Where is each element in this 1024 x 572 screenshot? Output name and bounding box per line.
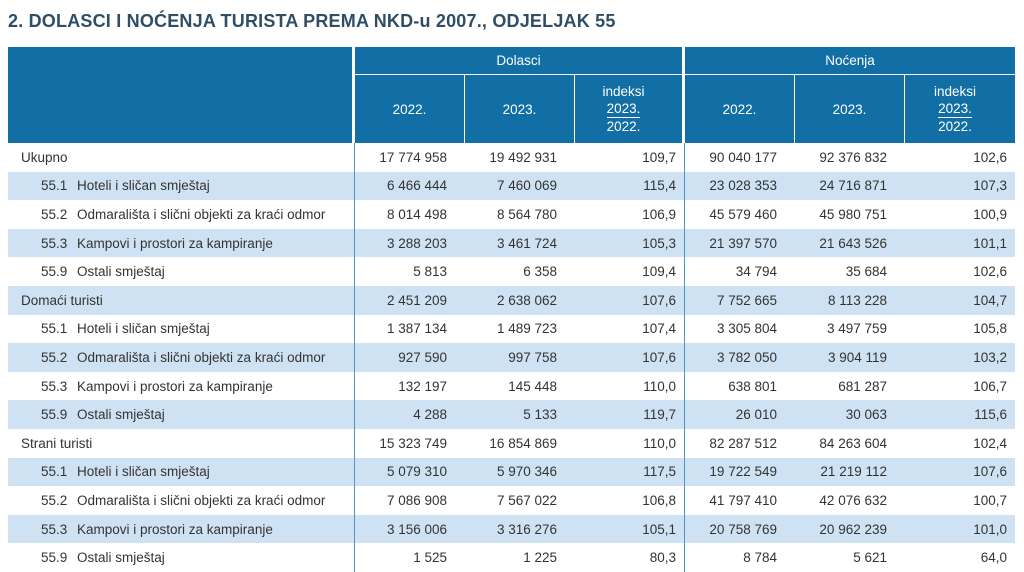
row-label: Ostali smještaj [77, 407, 165, 423]
value-cell-dolasci-2022: 4 288 [413, 407, 447, 423]
value-cell-nocenja-index: 104,7 [973, 292, 1007, 308]
row-label: Ostali smještaj [77, 550, 165, 566]
header-label-cell [8, 47, 355, 143]
value-cell-nocenja-index: 107,3 [973, 178, 1007, 194]
value-cell-nocenja-2023: 3 904 119 [827, 349, 887, 365]
header-year-2022-dolasci: 2022. [355, 75, 465, 143]
index-numerator: 2023. [606, 101, 641, 116]
header-group-dolasci: Dolasci [355, 47, 685, 75]
value-cell-nocenja-index: 100,9 [973, 206, 1007, 222]
value-cell-dolasci-2023: 1 225 [523, 550, 557, 566]
row-label-cell [8, 200, 355, 229]
value-cell-nocenja-2023: 21 643 526 [819, 235, 887, 251]
value-cell-dolasci-2023: 16 854 869 [489, 435, 557, 451]
value-cell-nocenja-2022: 8 784 [743, 550, 777, 566]
value-cell-nocenja-index: 101,0 [973, 521, 1007, 537]
value-cell-nocenja-2023: 92 376 832 [819, 149, 887, 165]
row-code: 55.1 [41, 321, 68, 337]
page-title: 2. DOLASCI I NOĆENJA TURISTA PREMA NKD-u 2007., ODJELJAK 55 [8, 11, 616, 31]
value-cell-dolasci-2023: 6 358 [523, 264, 557, 280]
value-cell-nocenja-index: 101,1 [973, 235, 1007, 251]
value-cell-dolasci-2023: 997 758 [508, 349, 557, 365]
table-row [8, 229, 1015, 258]
row-label-cell [8, 372, 355, 401]
header-year-2023-nocenja: 2023. [795, 75, 905, 143]
row-label-cell [8, 515, 355, 544]
row-code: 55.9 [41, 550, 68, 566]
value-cell-dolasci-index: 115,4 [575, 172, 685, 201]
index-label: indeksi [602, 84, 645, 99]
row-code: 55.9 [41, 407, 68, 423]
index-denominator: 2022. [606, 119, 641, 134]
row-label-cell [8, 257, 355, 286]
header-year-2022-nocenja: 2022. [685, 75, 795, 143]
table-header [8, 47, 1015, 143]
header-year-2023-dolasci: 2023. [465, 75, 575, 143]
row-label-cell [8, 486, 355, 515]
row-label-cell [8, 543, 355, 572]
value-cell-dolasci-2022: 3 156 006 [386, 521, 447, 537]
value-cell-nocenja-2022: 26 010 [735, 407, 777, 423]
header-index-nocenja [905, 75, 1015, 143]
row-code: 55.2 [41, 349, 68, 365]
value-cell-dolasci-2022: 17 774 958 [379, 149, 447, 165]
value-cell-dolasci-2023: 1 489 723 [496, 321, 557, 337]
value-cell-nocenja-2023: 21 219 112 [820, 464, 887, 480]
value-cell-nocenja-2023: 8 113 228 [827, 292, 887, 308]
value-cell-nocenja-index: 100,7 [973, 492, 1007, 508]
value-cell-dolasci-index: 106,8 [575, 486, 685, 515]
value-cell-nocenja-2022: 45 579 460 [709, 206, 777, 222]
table-row [8, 200, 1015, 229]
table-row [8, 315, 1015, 344]
index-denominator: 2022. [938, 119, 972, 134]
value-cell-dolasci-2022: 8 014 498 [386, 206, 447, 222]
value-cell-nocenja-2023: 20 962 239 [819, 521, 887, 537]
value-cell-dolasci-2022: 6 466 444 [386, 178, 447, 194]
table-row [8, 257, 1015, 286]
row-label: Hoteli i sličan smještaj [77, 464, 210, 480]
row-code: 55.3 [41, 521, 68, 537]
index-numerator: 2023. [938, 101, 972, 116]
table-row [8, 286, 1015, 315]
value-cell-nocenja-2023: 5 621 [853, 550, 887, 566]
value-cell-dolasci-2023: 145 448 [508, 378, 557, 394]
row-code: 55.2 [41, 492, 68, 508]
header-index-dolasci [575, 75, 685, 143]
value-cell-dolasci-2022: 132 197 [398, 378, 447, 394]
row-code: 55.3 [41, 235, 68, 251]
value-cell-nocenja-index: 102,6 [973, 149, 1007, 165]
row-label-cell [8, 429, 355, 458]
value-cell-dolasci-2022: 3 288 203 [386, 235, 447, 251]
value-cell-dolasci-2022: 7 086 908 [386, 492, 447, 508]
row-label: Ukupno [21, 149, 68, 165]
table-row [8, 143, 1015, 172]
row-code: 55.2 [41, 206, 68, 222]
table-row [8, 515, 1015, 544]
row-label: Kampovi i prostori za kampiranje [77, 235, 273, 251]
table-row [8, 429, 1015, 458]
row-code: 55.9 [41, 264, 68, 280]
value-cell-dolasci-2022: 927 590 [398, 349, 447, 365]
value-cell-dolasci-index: 119,7 [575, 400, 685, 429]
row-label-cell [8, 400, 355, 429]
row-label-cell [8, 172, 355, 201]
value-cell-nocenja-2023: 24 716 871 [819, 178, 887, 194]
value-cell-dolasci-2022: 1 387 134 [386, 321, 447, 337]
table-row [8, 172, 1015, 201]
value-cell-nocenja-2022: 82 287 512 [709, 435, 777, 451]
value-cell-dolasci-2022: 1 525 [413, 550, 447, 566]
row-label: Kampovi i prostori za kampiranje [77, 378, 273, 394]
row-label-cell [8, 143, 355, 172]
row-label-cell [8, 315, 355, 344]
value-cell-dolasci-2023: 3 316 276 [496, 521, 557, 537]
value-cell-dolasci-index: 105,3 [575, 229, 685, 258]
tourism-table [8, 47, 1015, 572]
value-cell-nocenja-2022: 3 305 804 [716, 321, 777, 337]
value-cell-dolasci-2022: 5 079 310 [386, 464, 447, 480]
table-row [8, 543, 1015, 572]
table-row [8, 343, 1015, 372]
value-cell-nocenja-2022: 19 722 549 [709, 464, 777, 480]
table-row [8, 400, 1015, 429]
row-label: Odmarališta i slični objekti za kraći odmor [77, 206, 326, 222]
value-cell-dolasci-index: 110,0 [575, 429, 685, 458]
value-cell-nocenja-index: 107,6 [973, 464, 1007, 480]
row-label-cell [8, 343, 355, 372]
row-label-cell [8, 229, 355, 258]
value-cell-dolasci-index: 107,6 [575, 286, 685, 315]
value-cell-nocenja-2022: 7 752 665 [716, 292, 777, 308]
row-label: Strani turisti [21, 435, 93, 451]
row-code: 55.1 [41, 464, 68, 480]
value-cell-dolasci-2022: 15 323 749 [379, 435, 447, 451]
row-code: 55.1 [41, 178, 68, 194]
row-label: Domaći turisti [21, 292, 103, 308]
row-label-cell [8, 286, 355, 315]
value-cell-nocenja-2022: 3 782 050 [716, 349, 777, 365]
table-row [8, 458, 1015, 487]
value-cell-dolasci-index: 109,4 [575, 257, 685, 286]
value-cell-dolasci-2023: 19 492 931 [489, 149, 557, 165]
value-cell-dolasci-2022: 5 813 [413, 264, 447, 280]
value-cell-nocenja-2023: 84 263 604 [819, 435, 887, 451]
value-cell-nocenja-2023: 45 980 751 [819, 206, 887, 222]
value-cell-nocenja-2023: 35 684 [845, 264, 887, 280]
value-cell-dolasci-2022: 2 451 209 [386, 292, 447, 308]
value-cell-nocenja-index: 102,6 [973, 264, 1007, 280]
value-cell-nocenja-index: 102,4 [973, 435, 1007, 451]
row-code: 55.3 [41, 378, 68, 394]
value-cell-nocenja-2022: 90 040 177 [709, 149, 777, 165]
row-label-cell [8, 458, 355, 487]
value-cell-dolasci-2023: 8 564 780 [496, 206, 557, 222]
value-cell-dolasci-2023: 5 133 [523, 407, 557, 423]
value-cell-dolasci-2023: 7 567 022 [496, 492, 557, 508]
value-cell-nocenja-index: 115,6 [974, 407, 1007, 423]
value-cell-nocenja-index: 106,7 [973, 378, 1007, 394]
row-label: Hoteli i sličan smještaj [77, 321, 210, 337]
value-cell-dolasci-index: 117,5 [575, 458, 685, 487]
row-label: Odmarališta i slični objekti za kraći odmor [77, 349, 326, 365]
value-cell-dolasci-index: 107,6 [575, 343, 685, 372]
page [0, 9, 1024, 572]
row-label: Hoteli i sličan smještaj [77, 178, 210, 194]
row-label: Odmarališta i slični objekti za kraći odmor [77, 492, 326, 508]
value-cell-nocenja-index: 105,8 [973, 321, 1007, 337]
value-cell-dolasci-index: 107,4 [575, 315, 685, 344]
value-cell-nocenja-2023: 681 287 [838, 378, 887, 394]
value-cell-dolasci-index: 105,1 [575, 515, 685, 544]
table-row [8, 486, 1015, 515]
value-cell-dolasci-index: 106,9 [575, 200, 685, 229]
value-cell-dolasci-2023: 3 461 724 [496, 235, 557, 251]
table-body [8, 143, 1015, 572]
value-cell-dolasci-index: 109,7 [575, 143, 685, 172]
value-cell-nocenja-2022: 21 397 570 [709, 235, 777, 251]
value-cell-nocenja-2023: 30 063 [845, 407, 887, 423]
value-cell-dolasci-2023: 2 638 062 [496, 292, 557, 308]
value-cell-nocenja-2023: 42 076 632 [819, 492, 887, 508]
value-cell-dolasci-2023: 5 970 346 [496, 464, 557, 480]
value-cell-nocenja-index: 103,2 [973, 349, 1007, 365]
value-cell-nocenja-2022: 23 028 353 [709, 178, 777, 194]
value-cell-dolasci-index: 110,0 [575, 372, 685, 401]
table-row [8, 372, 1015, 401]
row-label: Ostali smještaj [77, 264, 165, 280]
header-group-nocenja: Noćenja [685, 47, 1015, 75]
value-cell-dolasci-index: 80,3 [575, 543, 685, 572]
value-cell-nocenja-2023: 3 497 759 [826, 321, 887, 337]
index-label: indeksi [933, 84, 977, 99]
value-cell-dolasci-2023: 7 460 069 [496, 178, 557, 194]
value-cell-nocenja-2022: 20 758 769 [709, 521, 777, 537]
value-cell-nocenja-2022: 41 797 410 [709, 492, 777, 508]
value-cell-nocenja-2022: 34 794 [735, 264, 777, 280]
row-label: Kampovi i prostori za kampiranje [77, 521, 273, 537]
value-cell-nocenja-2022: 638 801 [728, 378, 777, 394]
value-cell-nocenja-index: 64,0 [980, 550, 1007, 566]
